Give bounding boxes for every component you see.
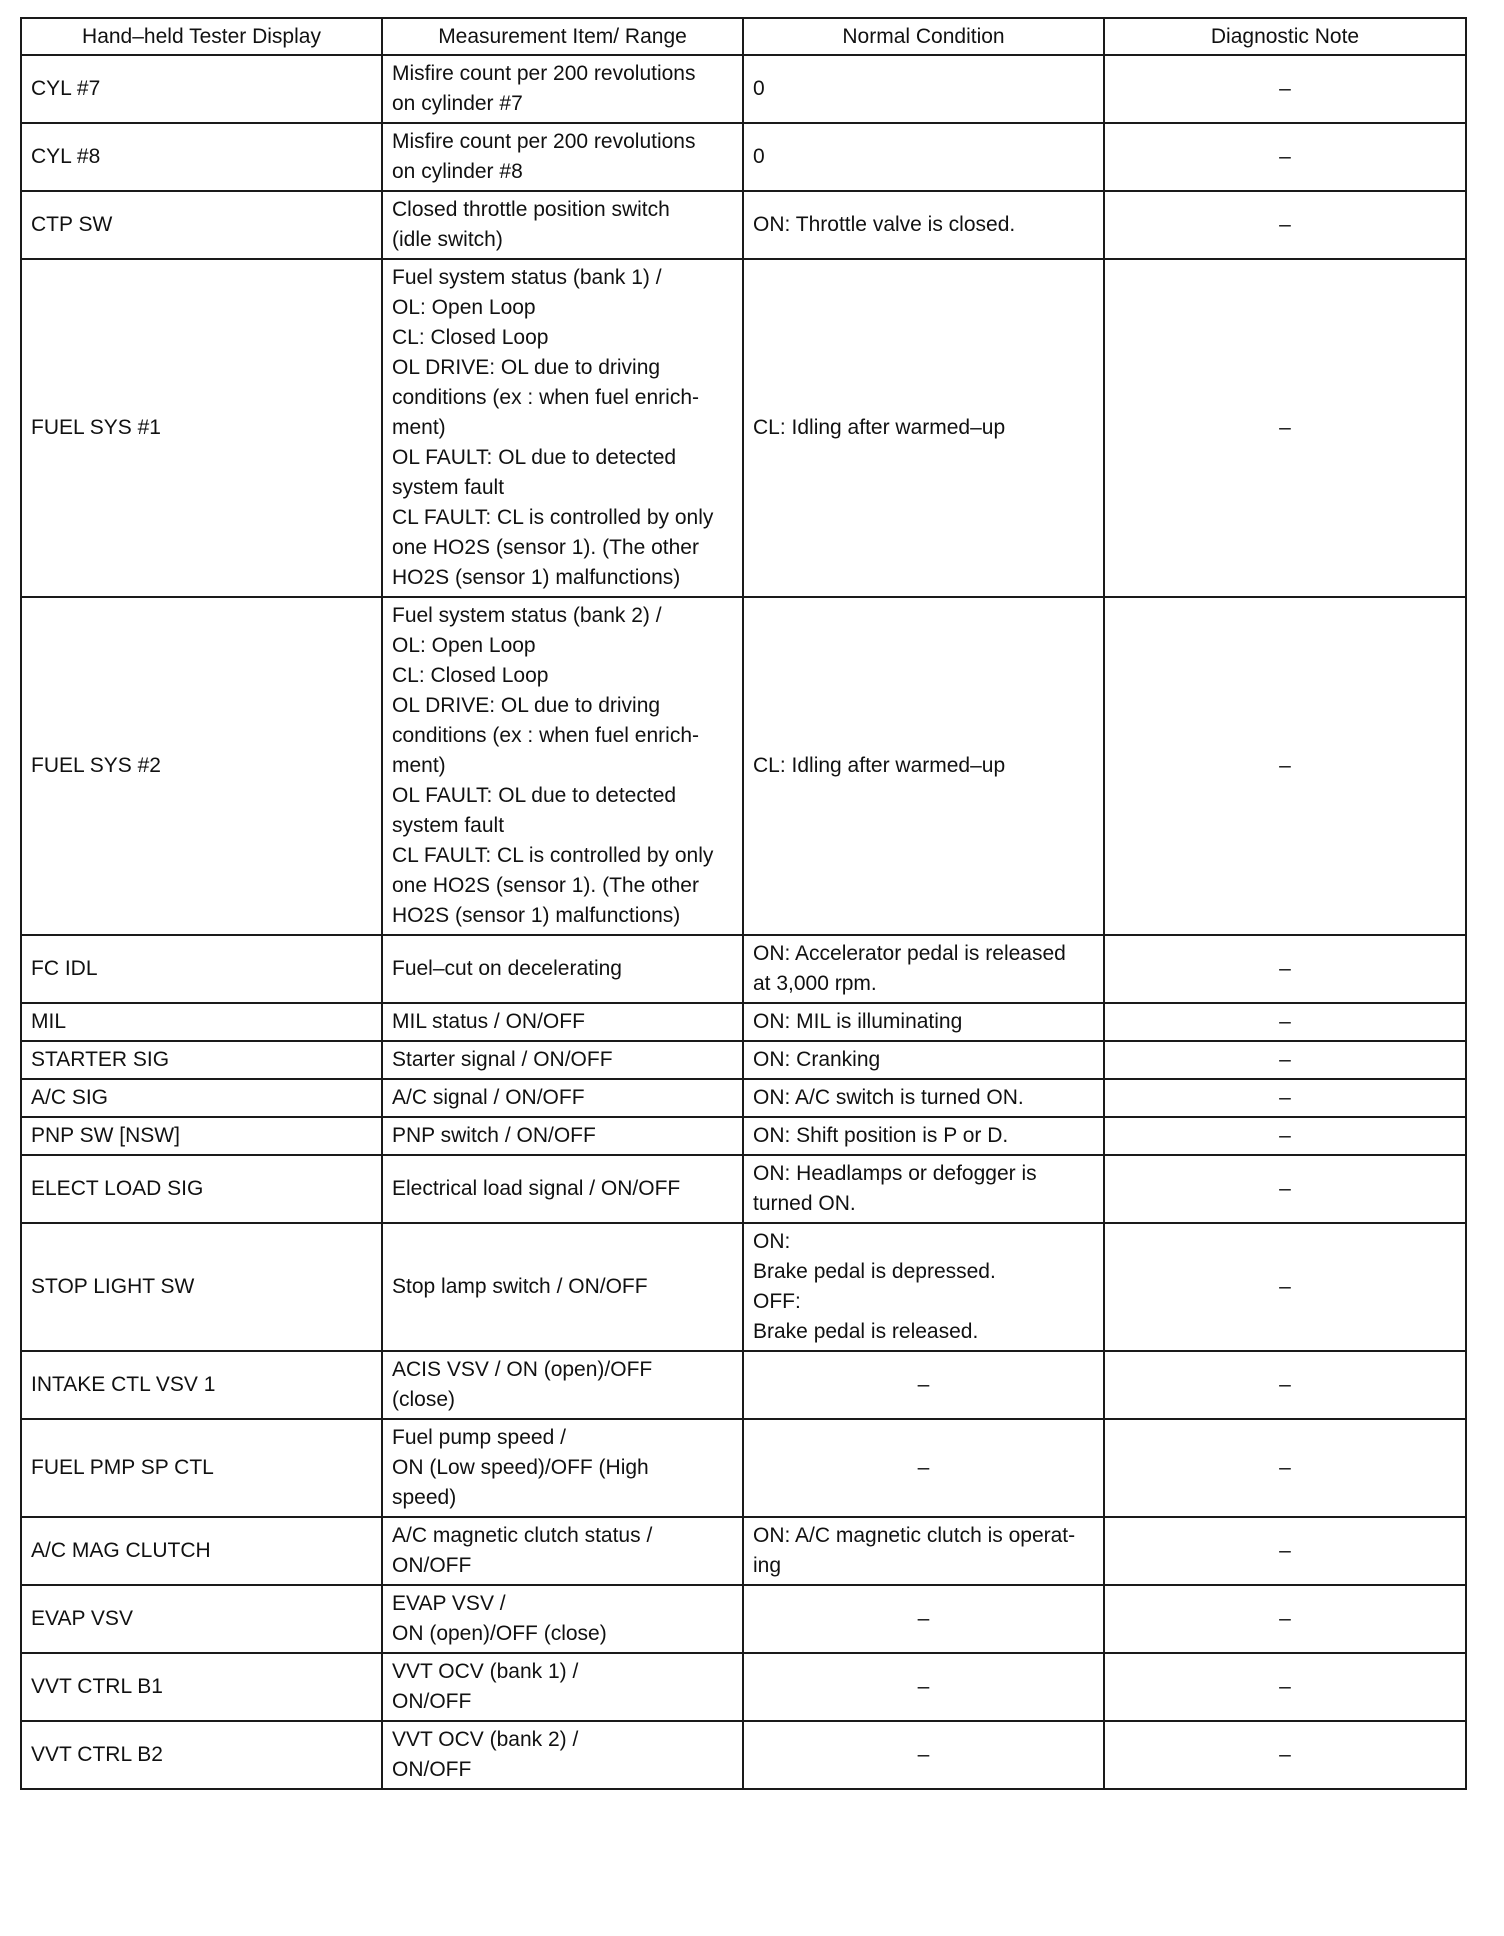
normal-condition-line: ON: Headlamps or defogger is: [753, 1162, 1037, 1185]
header-normal-condition: Normal Condition: [743, 18, 1104, 55]
measurement-line: OL FAULT: OL due to detected: [392, 446, 677, 469]
cell-normal-condition: [743, 1079, 1104, 1117]
table-row: [21, 191, 1466, 259]
table-row: [21, 1117, 1466, 1155]
cell-diagnostic-note: –: [1104, 1419, 1466, 1517]
cell-normal-condition: [743, 597, 1104, 935]
measurement-line: on cylinder #8: [392, 160, 523, 183]
measurement-line: Stop lamp switch / ON/OFF: [392, 1275, 648, 1298]
measurement-line: ACIS VSV / ON (open)/OFF: [392, 1358, 653, 1381]
cell-tester-display: ELECT LOAD SIG: [21, 1155, 382, 1223]
measurement-line: EVAP VSV /: [392, 1592, 506, 1615]
cell-tester-display: VVT CTRL B1: [21, 1653, 382, 1721]
cell-normal-condition: [743, 1419, 1104, 1517]
cell-measurement-item: [382, 1721, 743, 1789]
normal-condition-line: ON: A/C switch is turned ON.: [753, 1086, 1024, 1109]
measurement-line: CL FAULT: CL is controlled by only: [392, 844, 714, 867]
normal-condition-line: 0: [753, 145, 765, 168]
header-tester-display: Hand–held Tester Display: [21, 18, 382, 55]
measurement-line: OL DRIVE: OL due to driving: [392, 694, 661, 717]
table-row: [21, 597, 1466, 935]
table-row: [21, 1419, 1466, 1517]
normal-condition-line: CL: Idling after warmed–up: [753, 416, 1006, 439]
table-row: [21, 1517, 1466, 1585]
normal-condition-line: OFF:: [753, 1290, 801, 1313]
cell-diagnostic-note: –: [1104, 123, 1466, 191]
normal-condition-line: ing: [753, 1554, 782, 1577]
normal-condition-line: 0: [753, 77, 765, 100]
cell-normal-condition: [743, 1721, 1104, 1789]
measurement-line: (close): [392, 1388, 456, 1411]
cell-normal-condition: [743, 1003, 1104, 1041]
cell-tester-display: CYL #8: [21, 123, 382, 191]
normal-condition-line: –: [917, 1675, 930, 1698]
measurement-line: ON/OFF: [392, 1758, 472, 1781]
normal-condition-line: CL: Idling after warmed–up: [753, 754, 1006, 777]
cell-diagnostic-note: –: [1104, 935, 1466, 1003]
measurement-line: Misfire count per 200 revolutions: [392, 62, 696, 85]
cell-measurement-item: [382, 1117, 743, 1155]
cell-diagnostic-note: –: [1104, 1117, 1466, 1155]
cell-measurement-item: [382, 1585, 743, 1653]
cell-diagnostic-note: –: [1104, 191, 1466, 259]
normal-condition-line: turned ON.: [753, 1192, 856, 1215]
measurement-line: VVT OCV (bank 2) /: [392, 1728, 579, 1751]
cell-diagnostic-note: –: [1104, 1041, 1466, 1079]
cell-measurement-item: [382, 597, 743, 935]
cell-normal-condition: [743, 1351, 1104, 1419]
measurement-line: conditions (ex : when fuel enrich-: [392, 724, 699, 747]
table-row: [21, 55, 1466, 123]
cell-measurement-item: [382, 1041, 743, 1079]
cell-measurement-item: [382, 191, 743, 259]
normal-condition-line: –: [917, 1743, 930, 1766]
cell-measurement-item: [382, 935, 743, 1003]
measurement-line: ON (Low speed)/OFF (High: [392, 1456, 649, 1479]
cell-normal-condition: [743, 123, 1104, 191]
normal-condition-line: ON:: [753, 1230, 791, 1253]
cell-normal-condition: [743, 55, 1104, 123]
measurement-line: ment): [392, 754, 446, 777]
measurement-line: system fault: [392, 476, 505, 499]
cell-normal-condition: [743, 1117, 1104, 1155]
measurement-line: (idle switch): [392, 228, 503, 251]
cell-diagnostic-note: –: [1104, 1351, 1466, 1419]
measurement-line: ON/OFF: [392, 1554, 472, 1577]
cell-diagnostic-note: –: [1104, 1517, 1466, 1585]
cell-measurement-item: [382, 1419, 743, 1517]
measurement-line: CL: Closed Loop: [392, 326, 549, 349]
cell-normal-condition: [743, 1155, 1104, 1223]
table-row: [21, 1003, 1466, 1041]
normal-condition-line: –: [917, 1607, 930, 1630]
cell-tester-display: A/C MAG CLUTCH: [21, 1517, 382, 1585]
cell-tester-display: FUEL SYS #2: [21, 597, 382, 935]
cell-tester-display: FUEL SYS #1: [21, 259, 382, 597]
cell-tester-display: FC IDL: [21, 935, 382, 1003]
measurement-line: Fuel–cut on decelerating: [392, 957, 622, 980]
tester-data-table: [20, 17, 1467, 1790]
measurement-line: ON (open)/OFF (close): [392, 1622, 607, 1645]
cell-diagnostic-note: –: [1104, 1003, 1466, 1041]
cell-measurement-item: [382, 1653, 743, 1721]
cell-normal-condition: [743, 1585, 1104, 1653]
table-row: [21, 1585, 1466, 1653]
cell-normal-condition: [743, 1223, 1104, 1351]
cell-measurement-item: [382, 1079, 743, 1117]
cell-measurement-item: [382, 123, 743, 191]
normal-condition-line: ON: MIL is illuminating: [753, 1010, 963, 1033]
normal-condition-line: ON: Throttle valve is closed.: [753, 213, 1016, 236]
measurement-line: Fuel system status (bank 2) /: [392, 604, 662, 627]
table-row: [21, 1079, 1466, 1117]
cell-tester-display: A/C SIG: [21, 1079, 382, 1117]
cell-tester-display: VVT CTRL B2: [21, 1721, 382, 1789]
cell-normal-condition: [743, 935, 1104, 1003]
measurement-line: Starter signal / ON/OFF: [392, 1048, 613, 1071]
measurement-line: Electrical load signal / ON/OFF: [392, 1177, 681, 1200]
cell-measurement-item: [382, 1517, 743, 1585]
table-body: [21, 55, 1466, 1789]
cell-tester-display: INTAKE CTL VSV 1: [21, 1351, 382, 1419]
cell-measurement-item: [382, 1223, 743, 1351]
measurement-line: CL: Closed Loop: [392, 664, 549, 687]
measurement-line: speed): [392, 1486, 457, 1509]
measurement-line: OL: Open Loop: [392, 296, 536, 319]
normal-condition-line: ON: A/C magnetic clutch is operat-: [753, 1524, 1076, 1547]
measurement-line: PNP switch / ON/OFF: [392, 1124, 596, 1147]
measurement-line: OL FAULT: OL due to detected: [392, 784, 677, 807]
cell-tester-display: FUEL PMP SP CTL: [21, 1419, 382, 1517]
measurement-line: ment): [392, 416, 446, 439]
cell-tester-display: STARTER SIG: [21, 1041, 382, 1079]
normal-condition-line: –: [917, 1456, 930, 1479]
measurement-line: CL FAULT: CL is controlled by only: [392, 506, 714, 529]
measurement-line: A/C magnetic clutch status /: [392, 1524, 653, 1547]
table-row: [21, 1223, 1466, 1351]
normal-condition-line: Brake pedal is depressed.: [753, 1260, 996, 1283]
measurement-line: ON/OFF: [392, 1690, 472, 1713]
measurement-line: A/C signal / ON/OFF: [392, 1086, 585, 1109]
cell-measurement-item: [382, 1155, 743, 1223]
measurement-line: HO2S (sensor 1) malfunctions): [392, 566, 681, 589]
table-row: [21, 1041, 1466, 1079]
measurement-line: OL: Open Loop: [392, 634, 536, 657]
table-row: [21, 1155, 1466, 1223]
cell-measurement-item: [382, 55, 743, 123]
table-row: [21, 1653, 1466, 1721]
cell-tester-display: STOP LIGHT SW: [21, 1223, 382, 1351]
measurement-line: Fuel system status (bank 1) /: [392, 266, 662, 289]
table-header-row: [21, 18, 1466, 55]
measurement-line: system fault: [392, 814, 505, 837]
cell-diagnostic-note: –: [1104, 259, 1466, 597]
cell-diagnostic-note: –: [1104, 597, 1466, 935]
cell-diagnostic-note: –: [1104, 1585, 1466, 1653]
normal-condition-line: ON: Cranking: [753, 1048, 881, 1071]
cell-tester-display: CTP SW: [21, 191, 382, 259]
cell-normal-condition: [743, 259, 1104, 597]
table-row: [21, 1721, 1466, 1789]
measurement-line: VVT OCV (bank 1) /: [392, 1660, 579, 1683]
cell-tester-display: EVAP VSV: [21, 1585, 382, 1653]
cell-normal-condition: [743, 1653, 1104, 1721]
table-row: [21, 123, 1466, 191]
cell-diagnostic-note: –: [1104, 55, 1466, 123]
table-row: [21, 1351, 1466, 1419]
measurement-line: MIL status / ON/OFF: [392, 1010, 585, 1033]
cell-diagnostic-note: –: [1104, 1721, 1466, 1789]
table-row: [21, 935, 1466, 1003]
cell-normal-condition: [743, 1517, 1104, 1585]
header-measurement-item: Measurement Item/ Range: [382, 18, 743, 55]
cell-diagnostic-note: –: [1104, 1223, 1466, 1351]
cell-measurement-item: [382, 1351, 743, 1419]
cell-tester-display: PNP SW [NSW]: [21, 1117, 382, 1155]
cell-normal-condition: [743, 191, 1104, 259]
normal-condition-line: at 3,000 rpm.: [753, 972, 877, 995]
normal-condition-line: Brake pedal is released.: [753, 1320, 979, 1343]
measurement-line: one HO2S (sensor 1). (The other: [392, 874, 699, 897]
cell-tester-display: CYL #7: [21, 55, 382, 123]
normal-condition-line: ON: Shift position is P or D.: [753, 1124, 1009, 1147]
measurement-line: OL DRIVE: OL due to driving: [392, 356, 661, 379]
measurement-line: Closed throttle position switch: [392, 198, 670, 221]
measurement-line: HO2S (sensor 1) malfunctions): [392, 904, 681, 927]
measurement-line: Fuel pump speed /: [392, 1426, 566, 1449]
cell-diagnostic-note: –: [1104, 1155, 1466, 1223]
measurement-line: one HO2S (sensor 1). (The other: [392, 536, 699, 559]
measurement-line: on cylinder #7: [392, 92, 523, 115]
cell-diagnostic-note: –: [1104, 1079, 1466, 1117]
normal-condition-line: ON: Accelerator pedal is released: [753, 942, 1066, 965]
normal-condition-line: –: [917, 1373, 930, 1396]
cell-measurement-item: [382, 259, 743, 597]
measurement-line: conditions (ex : when fuel enrich-: [392, 386, 699, 409]
measurement-line: Misfire count per 200 revolutions: [392, 130, 696, 153]
cell-tester-display: MIL: [21, 1003, 382, 1041]
cell-diagnostic-note: –: [1104, 1653, 1466, 1721]
cell-normal-condition: [743, 1041, 1104, 1079]
table-row: [21, 259, 1466, 597]
cell-measurement-item: [382, 1003, 743, 1041]
header-diagnostic-note: Diagnostic Note: [1104, 18, 1466, 55]
